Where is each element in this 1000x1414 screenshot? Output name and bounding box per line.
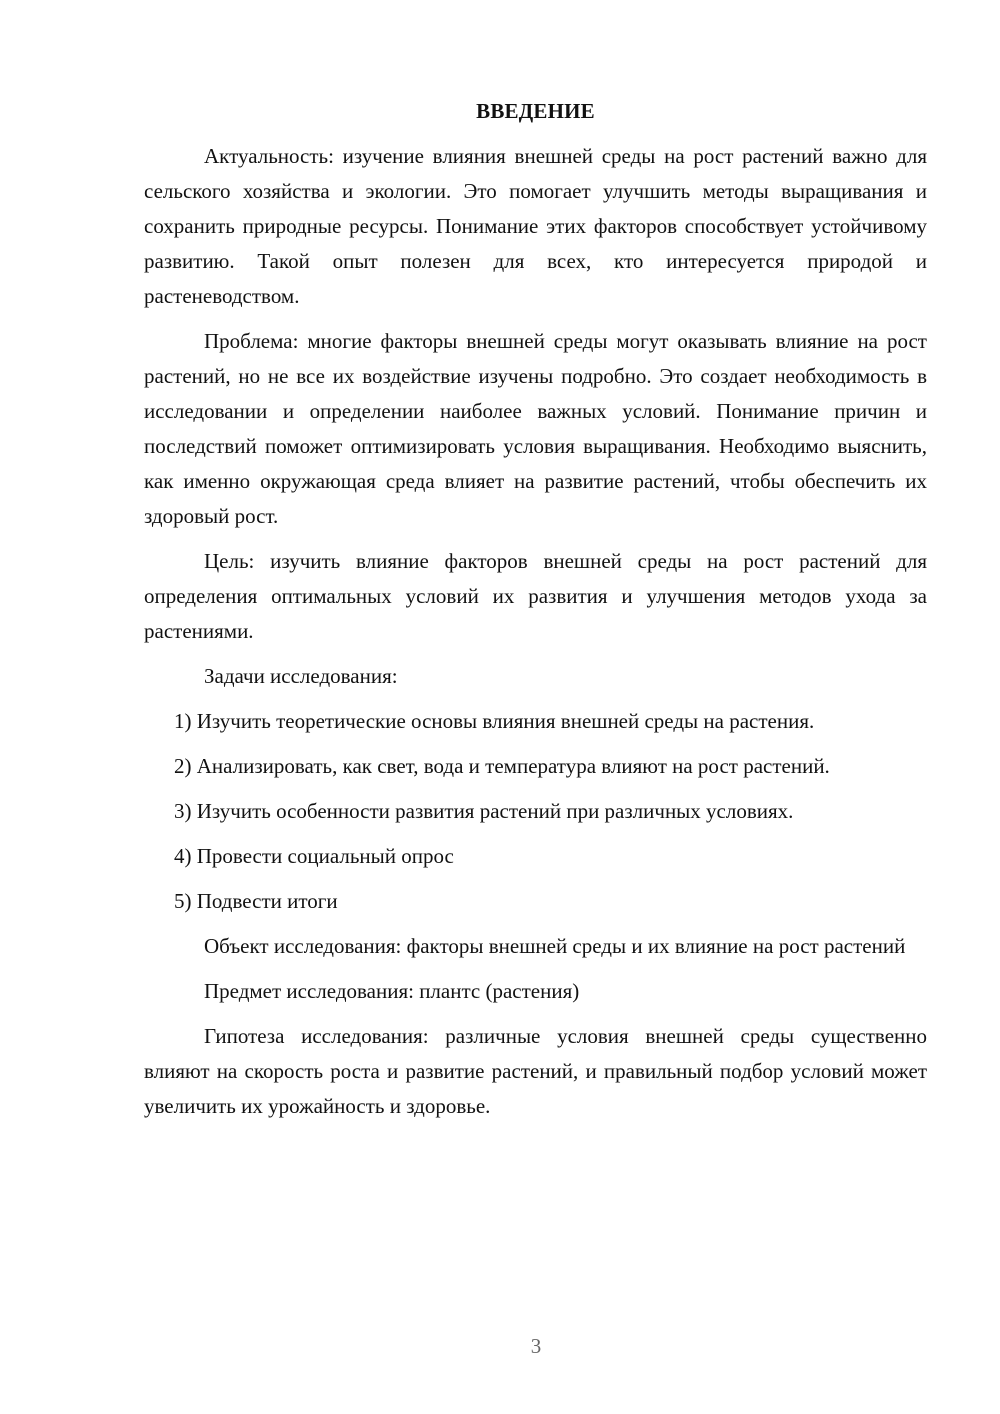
tasks-heading: Задачи исследования:: [204, 664, 398, 688]
relevance-paragraph: Актуальность: изучение влияния внешней среды на рост растений важно для сельского хозяйства и экологии. Это помогает улучшить методы выращивания и сохранить природные ресурсы. Понимание этих факторов способствует устойчивому развитию. Такой опыт полезен для всех, кто интересуется природой и растеневодством.: [144, 144, 927, 308]
object-paragraph: Объект исследования: факторы внешней среды и их влияние на рост растений: [204, 934, 906, 958]
subject-paragraph: Предмет исследования: плантс (растения): [204, 979, 580, 1003]
page-number: 3: [530, 1334, 542, 1358]
task-item-1: 1) Изучить теоретические основы влияния внешней среды на растения.: [174, 709, 815, 733]
task-item-3: 3) Изучить особенности развития растений при различных условиях.: [174, 799, 794, 823]
page-content: [144, 94, 927, 1134]
task-item-2: 2) Анализировать, как свет, вода и температура влияют на рост растений.: [174, 754, 830, 778]
task-item-4: 4) Провести социальный опрос: [174, 844, 454, 868]
task-item-5: 5) Подвести итоги: [174, 889, 338, 913]
problem-paragraph: Проблема: многие факторы внешней среды могут оказывать влияние на рост растений, но не все их воздействие изучены подробно. Это создает необходимость в исследовании и определении наиболее важных условий. Понимание причин и последствий поможет оптимизировать условия выращивания. Необходимо выяснить, как именно окружающая среда влияет на развитие растений, чтобы обеспечить их здоровый рост.: [144, 329, 927, 528]
hypothesis-paragraph: Гипотеза исследования: различные условия внешней среды существенно влияют на скорость роста и развитие растений, и правильный подбор условий может увеличить их урожайность и здоровье.: [144, 1024, 927, 1118]
section-title: ВВЕДЕНИЕ: [476, 99, 595, 123]
goal-paragraph: Цель: изучить влияние факторов внешней среды на рост растений для определения оптимальных условий их развития и улучшения методов ухода за растениями.: [144, 549, 927, 643]
